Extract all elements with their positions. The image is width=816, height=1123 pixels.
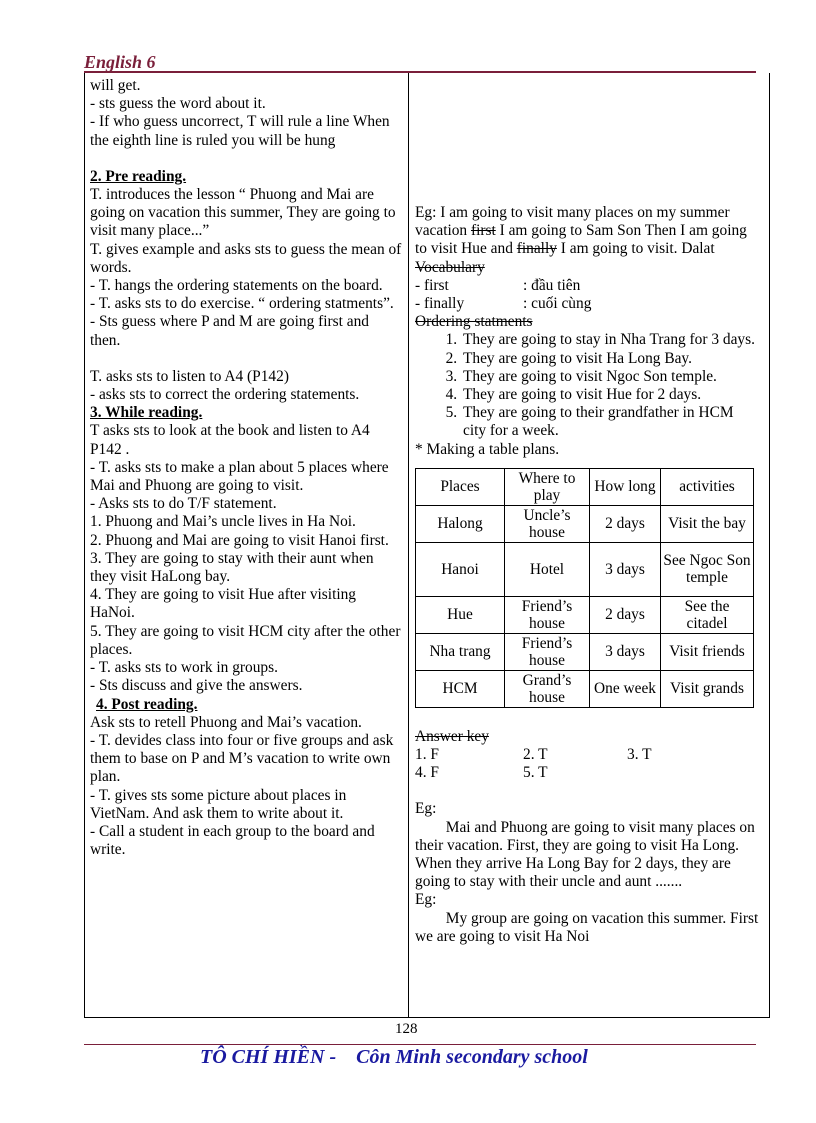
table-row: Hanoi Hotel 3 days See Ngoc Son temple (416, 542, 754, 596)
list-item: 4. They are going to visit Hue for 2 days. (461, 386, 760, 404)
pre-line: - T. hangs the ordering statements on the board. (90, 277, 383, 295)
spacer (90, 350, 402, 368)
vocab-meaning: : cuối cùng (523, 295, 592, 313)
table-row: Hue Friend’s house 2 days See the citadel (416, 596, 754, 633)
intro-line: - If who guess uncorrect, T will rule a line When the eighth line is ruled you will be hung (90, 113, 390, 149)
list-item: 1. They are going to stay in Nha Trang for 3 days. (461, 331, 760, 349)
while-line: 3. They are going to stay with their aunt when they visit HaLong bay. (90, 549, 374, 586)
ordering-heading: Ordering statments (415, 313, 533, 331)
intro-line: will get. (90, 77, 141, 94)
pre-reading-heading: 2. Pre reading. (90, 167, 187, 185)
table-header: How long (590, 468, 661, 505)
table-row: HCM Grand’s house One week Visit grands (416, 670, 754, 707)
example-label: Eg: (415, 891, 437, 909)
footer-rule (84, 1044, 756, 1045)
vocab-word: - finally (415, 295, 465, 313)
table-row: Nha trang Friend’s house 3 days Visit friends (416, 633, 754, 670)
pre-line: T. asks sts to listen to A4 (P142) (90, 367, 289, 385)
spacer (415, 77, 760, 204)
post-reading-heading: 4. Post reading. (96, 695, 198, 713)
word-first: first (470, 222, 496, 240)
while-reading-heading: 3. While reading. (90, 404, 203, 422)
answer: 1. F (415, 746, 439, 764)
vocab-word: - first (415, 276, 449, 294)
pre-line: - Sts guess where P and M are going first and then. (90, 313, 369, 349)
table-header-row (416, 468, 754, 505)
table-header: activities (661, 468, 754, 505)
while-line: 2. Phuong and Mai are going to visit Hanoi first. (90, 531, 389, 549)
post-line: - T. devides class into four or five groups and ask them to base on P and M’s vacation to write own plan. (90, 731, 394, 786)
spacer (415, 782, 760, 800)
intro-line: - sts guess the word about it. (90, 95, 266, 113)
post-line: Ask sts to retell Phuong and Mai’s vacation. (90, 713, 362, 731)
list-item: 5. They are going to their grandfather in HCM city for a week. (461, 404, 760, 440)
example-text: My group are going on vacation this summer. First we are going to visit Ha Noi (415, 909, 763, 945)
list-item: 2. They are going to visit Ha Long Bay. (461, 350, 760, 368)
spacer (415, 708, 760, 728)
vocabulary-list (415, 277, 760, 313)
pre-line: - asks sts to correct the ordering statements. (90, 386, 360, 404)
post-line: - Call a student in each group to the board and write. (90, 822, 375, 859)
example-paragraph: Eg: I am going to visit many places on my summer vacation first I am going to Sam Son Then I am going to visit Hue and finally I am going to visit. Dalat (415, 204, 747, 258)
answer: 3. T (627, 746, 652, 764)
footer-text: TÔ CHÍ HIỀN - Côn Minh secondary school (200, 1046, 588, 1068)
while-line: T asks sts to look at the book and listen to A4 P142 . (90, 422, 370, 458)
column-divider (408, 73, 409, 1018)
page-number: 128 (395, 1021, 418, 1037)
example-text: Mai and Phuong are going to visit many places on their vacation. First, they are going to visit Ha Long. When they arrive Ha Long Bay for 2 days, they are going to stay with their uncle and aunt ....... (415, 818, 759, 891)
while-line: 1. Phuong and Mai’s uncle lives in Ha Noi. (90, 513, 356, 531)
answer-key-heading: Answer key (415, 727, 489, 745)
header-title: English 6 (84, 52, 156, 72)
table-header: Where to play (505, 468, 590, 505)
post-line: - T. gives sts some picture about places in VietNam. And ask them to write about it. (90, 786, 347, 822)
answer: 4. F (415, 764, 439, 782)
spacer (90, 150, 402, 168)
table-title: * Making a table plans. (415, 440, 560, 458)
list-item: 3. They are going to visit Ngoc Son temple. (461, 368, 760, 386)
while-line: - T. asks sts to work in groups. (90, 659, 278, 677)
left-column (90, 77, 402, 859)
while-line: - Sts discuss and give the answers. (90, 677, 303, 695)
while-line: 4. They are going to visit Hue after visiting HaNoi. (90, 586, 357, 622)
vocabulary-heading: Vocabulary (415, 258, 485, 276)
table-row: Halong Uncle’s house 2 days Visit the bay (416, 505, 754, 542)
pre-line: T. introduces the lesson “ Phuong and Mai are going on vacation this summer, They are going to visit many place...” (90, 186, 396, 240)
table-header: Places (416, 468, 505, 505)
while-line: - Asks sts to do T/F statement. (90, 495, 277, 513)
vocab-meaning: : đầu tiên (523, 276, 581, 294)
ordering-list (415, 331, 760, 440)
right-column (415, 77, 763, 946)
answer: 2. T (523, 746, 548, 764)
example-label: Eg: (415, 800, 437, 818)
word-finally: finally (516, 240, 557, 258)
pre-line: T. gives example and asks sts to guess the mean of words. (90, 240, 402, 276)
pre-line: - T. asks sts to do exercise. “ ordering statments”. (90, 295, 394, 313)
while-line: 5. They are going to visit HCM city after the other places. (90, 622, 401, 658)
answer: 5. T (523, 764, 548, 782)
answer-key (415, 746, 760, 782)
while-line: - T. asks sts to make a plan about 5 places where Mai and Phuong are going to visit. (90, 458, 389, 495)
plans-table (415, 468, 754, 708)
